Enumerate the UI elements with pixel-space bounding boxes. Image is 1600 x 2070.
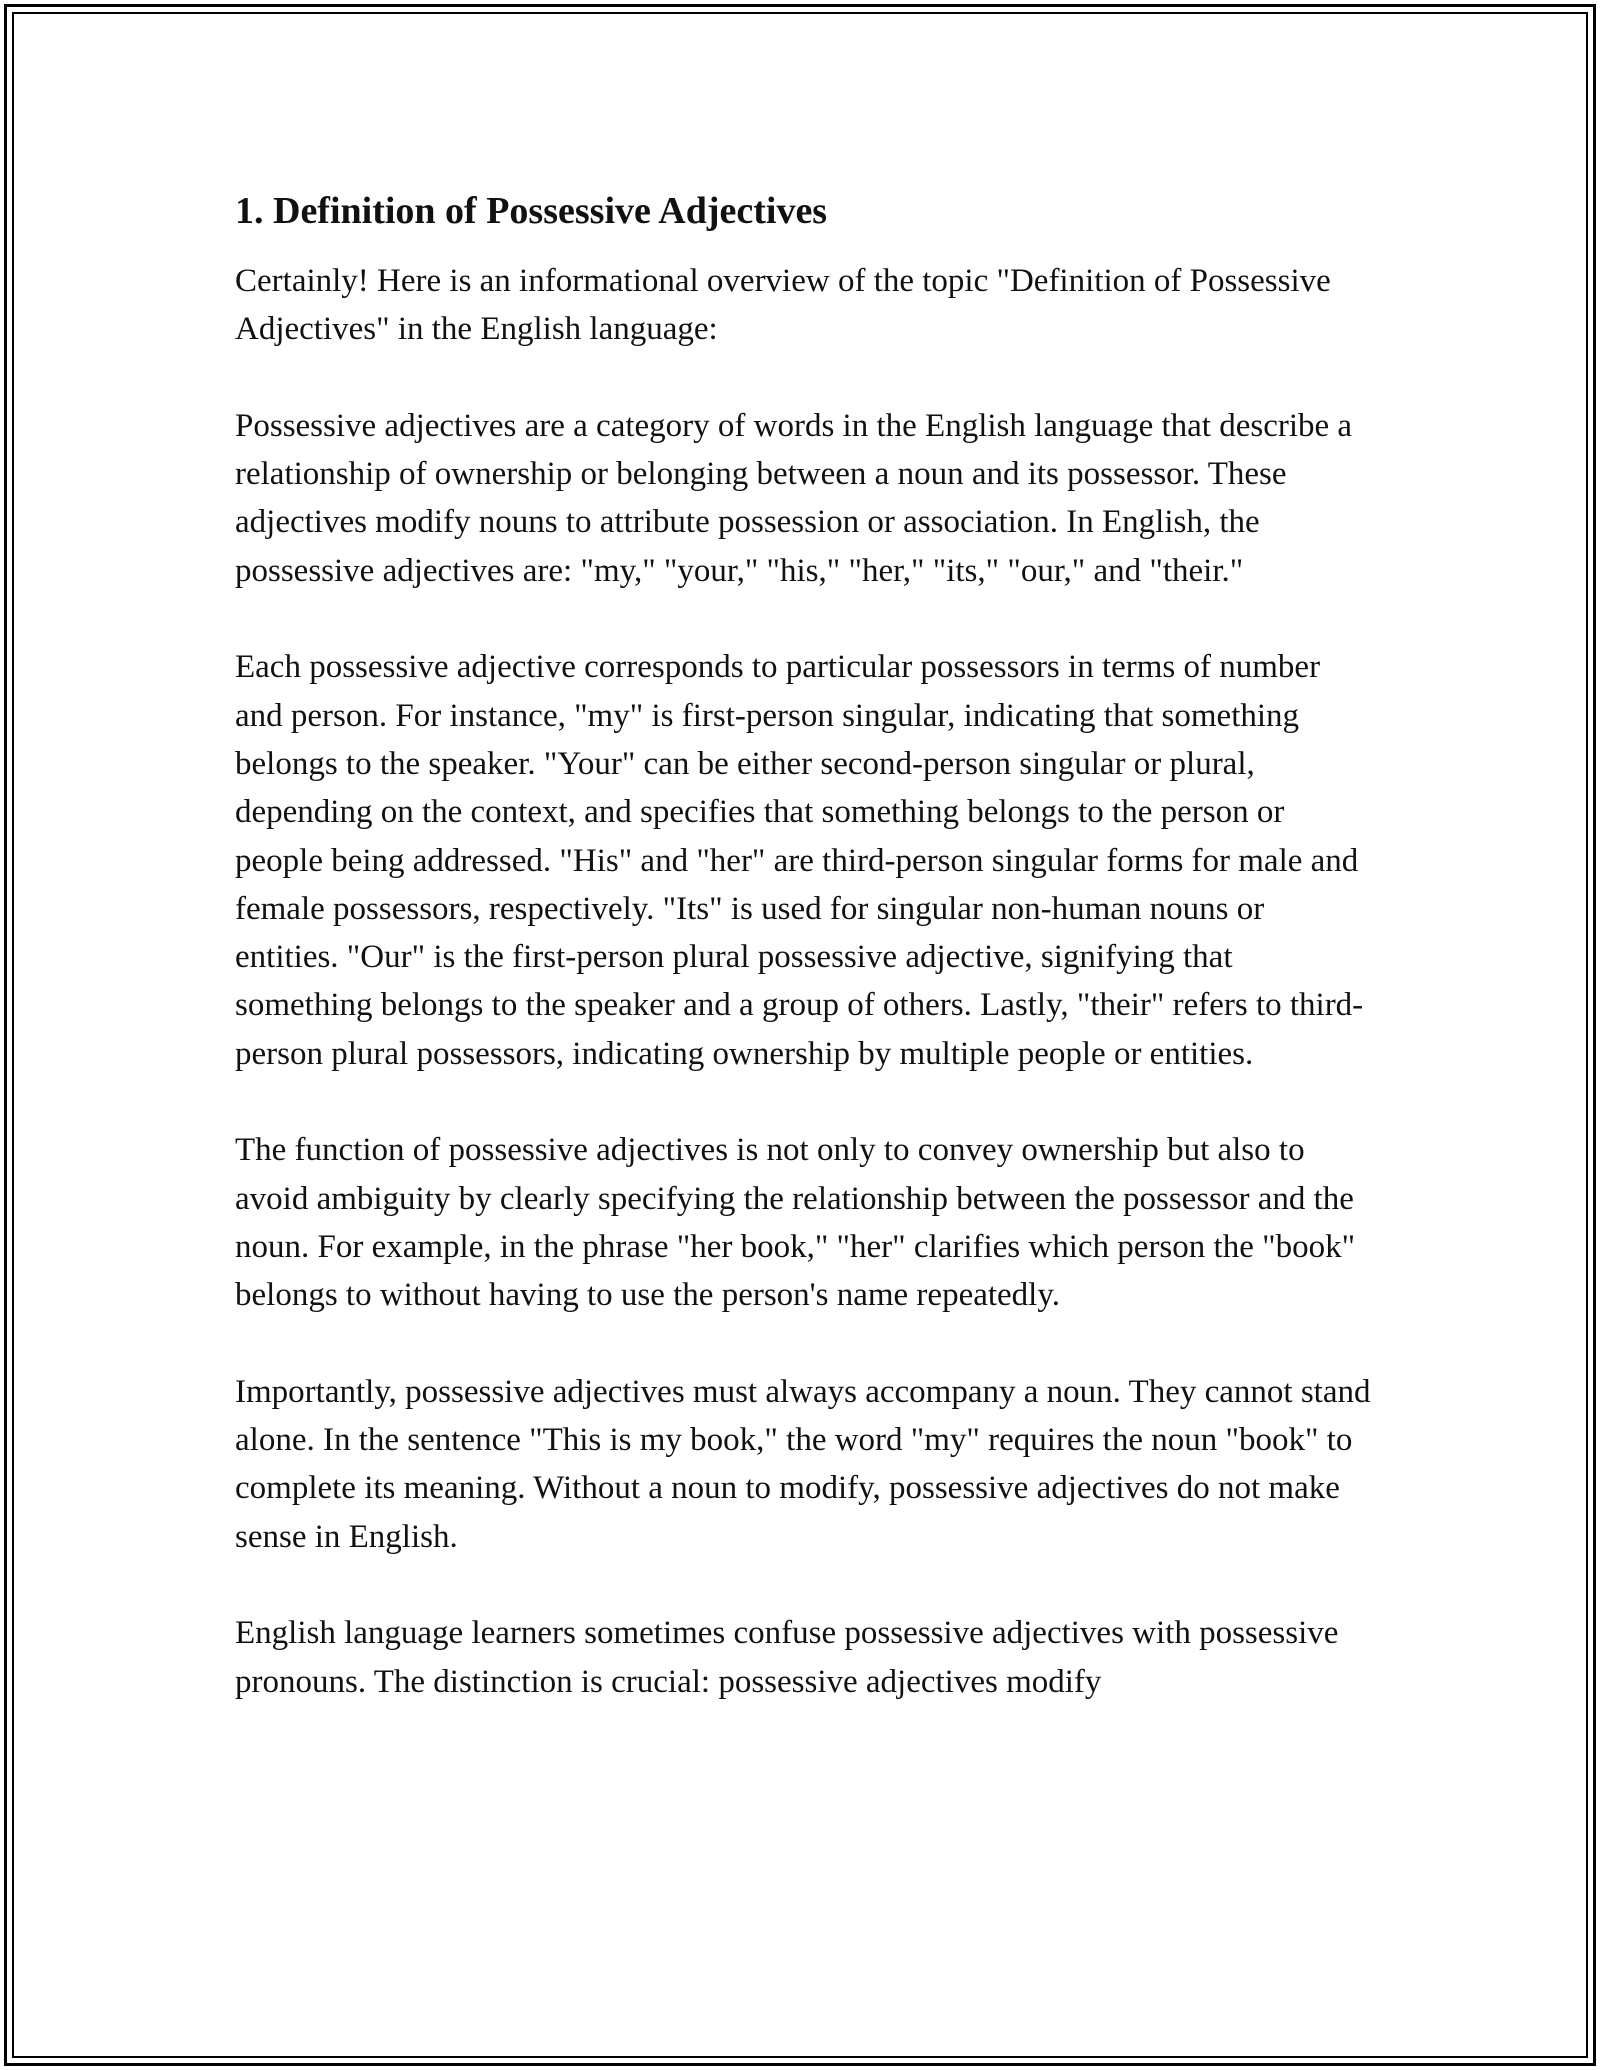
intro-paragraph: Certainly! Here is an informational overview of the topic "Definition of Possessive Adjectives" in the English language: <box>235 263 1331 348</box>
definition-paragraph: Possessive adjectives are a category of words in the English language that describe a relationship of ownership or belonging between a noun and its possessor. These adjectives modify nouns to attribute possession or association. In English, the possessive adjectives are: "my," "your," "his," "her," "its," "our," and "their." <box>235 407 1353 589</box>
noun-requirement-paragraph: Importantly, possessive adjectives must always accompany a noun. They cannot stand alone. In the sentence "This is my book," the word "my" requires the noun "book" to complete its meaning. Without a noun to modify, possessive adjectives do not make sense in English. <box>235 1373 1371 1555</box>
function-paragraph: The function of possessive adjectives is not only to convey ownership but also to avoid ambiguity by clearly specifying the relationship between the possessor and the noun. For example, in the phrase "her book," "her" clarifies which person the "book" belongs to without having to use the person's name repeatedly. <box>235 1132 1356 1314</box>
document-body <box>235 185 1375 1754</box>
section-heading: 1. Definition of Possessive Adjectives <box>235 190 828 232</box>
person-number-paragraph: Each possessive adjective corresponds to particular possessors in terms of number and person. For instance, "my" is first-person singular, indicating that something belongs to the speaker. "Your" can be either second-person singular or plural, depending on the context, and specifies that something belongs to the person or people being addressed. "His" and "her" are third-person singular forms for male and female possessors, respectively. "Its" is used for singular non-human nouns or entities. "Our" is the first-person plural possessive adjective, signifying that something belongs to the speaker and a group of others. Lastly, "their" refers to third-person plural possessors, indicating ownership by multiple people or entities. <box>235 649 1364 1072</box>
learners-paragraph: English language learners sometimes confuse possessive adjectives with possessive pronouns. The distinction is crucial: possessive adjectives modify <box>235 1615 1339 1700</box>
